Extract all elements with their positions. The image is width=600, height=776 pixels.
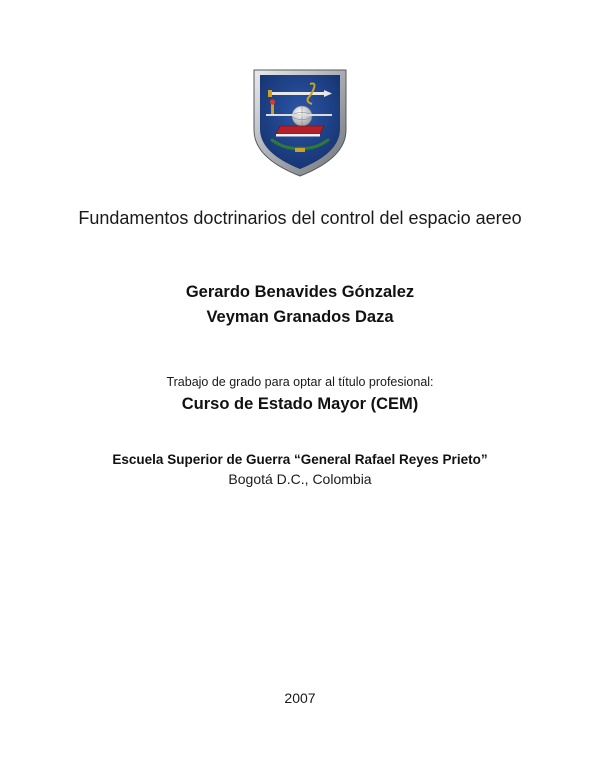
author-name: Veyman Granados Daza <box>206 308 394 326</box>
school-name: Escuela Superior de Guerra “General Rafael Reyes Prieto” <box>112 452 488 467</box>
military-school-shield-icon <box>252 68 348 178</box>
author-list <box>60 280 540 330</box>
city-location: Bogotá D.C., Colombia <box>228 471 372 487</box>
degree-name: Curso de Estado Mayor (CEM) <box>181 395 419 413</box>
publication-year: 2007 <box>284 690 316 706</box>
document-title: Fundamentos doctrinarios del control del espacio aereo <box>78 208 522 228</box>
author-name: Gerardo Benavides Gónzalez <box>185 283 415 301</box>
degree-label: Trabajo de grado para optar al título profesional: <box>166 375 434 389</box>
